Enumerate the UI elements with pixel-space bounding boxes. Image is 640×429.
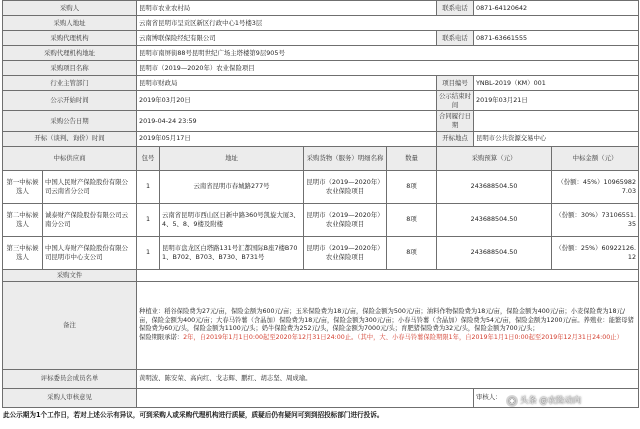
table-row — [3, 170, 639, 203]
bidder-name: 诚泰财产保险股份有限公司云南分公司 — [43, 203, 137, 236]
purchaser-value: 昆明市农业农村局 — [137, 1, 437, 16]
project-name-label: 采购项目名称 — [3, 61, 137, 76]
docs-label: 采购文件 — [3, 269, 137, 281]
bid-open-time: 2019年05月17日 — [137, 131, 437, 146]
bidder-amount: （份额：30%）73106551.35 — [552, 203, 639, 236]
publicity-end-label: 公示结束时间 — [437, 91, 474, 111]
reviewer-label: 审核人： — [474, 388, 639, 407]
bidder-rank: 第二中标候选人 — [3, 203, 43, 236]
bid-place-label: 开标地点 — [437, 131, 474, 146]
bidder-goods: 昆明市（2019—2020年）农业保险项目 — [304, 236, 387, 269]
contract-date — [474, 111, 639, 131]
bidder-rank: 第一中标候选人 — [3, 170, 43, 203]
publicity-footer-note: 此公示期为1个工作日，若对上述公示有异议，可到采购人或采购代理机构进行质疑，质疑后仍有疑问可到到招投标部门进行投诉。 — [3, 411, 384, 419]
agency-label: 采购代理机构 — [3, 31, 137, 46]
purchaser-label: 采购人 — [3, 1, 137, 16]
publicity-start: 2019年03月20日 — [137, 91, 437, 111]
bidder-package: 1 — [137, 236, 160, 269]
review-value — [137, 388, 474, 407]
agency-addr-label: 采购代理机构地址 — [3, 46, 137, 61]
col-package: 包号 — [137, 146, 160, 170]
publicity-start-label: 公示开始时间 — [3, 91, 137, 111]
purchaser-tel: 0871-64120642 — [474, 1, 639, 16]
col-supplier: 中标供应商 — [3, 146, 137, 170]
purchaser-tel-label: 联系电话 — [437, 1, 474, 16]
table-row — [3, 203, 639, 236]
remarks-label: 备注 — [3, 281, 137, 369]
remarks-text: 种植业：稻谷保险费为27元/亩，保险金额为600元/亩；玉米保险费为18元/亩，保险金额为500元/亩；油料作物保险费为18元/亩，保险金额为400元/亩；小麦保险费为18元/亩，保险金额为400元/亩；大春马铃薯（含晶加）保险费为18元/亩，保险金额为300元/亩；小春马铃薯（含晶加）保险费为54元/亩，保险金额为1200元/亩。养殖业：能繁母猪保险费为60元/头，保险金额为1100元/头；奶牛保险费为252元/头，保险金额为7000元/头；育肥猪保险费为32元/头，保险金额为700元/头； — [139, 308, 634, 333]
announce-date: 2019-04-24 23:59 — [137, 111, 437, 131]
project-no-label: 项目编号 — [437, 76, 474, 91]
agency-tel: 0871-63661555 — [474, 31, 639, 46]
bidder-package: 1 — [137, 170, 160, 203]
bidder-amount: （份额：45%）109659827.03 — [552, 170, 639, 203]
bidder-address: 云南省昆明市西山区日新中路360号凯旋大厦3、4、5、8、9楼及附楼 — [160, 203, 304, 236]
col-amount: 中标金额（元） — [552, 146, 639, 170]
bid-place: 昆明市公共资源交易中心 — [474, 131, 639, 146]
bidder-amount: （份额：25%）60922126.12 — [552, 236, 639, 269]
agency-addr-value: 昆明市南屏街88号昆明世纪广场主塔楼第9层905号 — [137, 46, 639, 61]
docs-value — [137, 269, 639, 281]
purchaser-addr-value: 云南省昆明市呈贡区新区行政中心1号楼3层 — [137, 16, 639, 31]
bidder-goods: 昆明市（2019—2020年）农业保险项目 — [304, 203, 387, 236]
remarks-cell — [137, 281, 639, 369]
bidder-budget: 243688504.50 — [437, 236, 552, 269]
bidder-name: 中国人寿财产保险股份有限公司昆明市中心支公司 — [43, 236, 137, 269]
agency-value: 云南博联保险经纪有限公司 — [137, 31, 437, 46]
bid-open-label: 开标（谈判、询价）时间 — [3, 131, 137, 146]
bidder-budget: 243688504.50 — [437, 170, 552, 203]
bidder-rank: 第三中标候选人 — [3, 236, 43, 269]
col-goods: 采购货物（服务）明细名称 — [304, 146, 387, 170]
bidder-package: 1 — [137, 203, 160, 236]
purchaser-addr-label: 采购人地址 — [3, 16, 137, 31]
bidder-goods: 昆明市（2019—2020年）农业保险项目 — [304, 170, 387, 203]
project-no: YNBL-2019（KM）001 — [474, 76, 639, 91]
col-budget: 采购预算（元） — [437, 146, 552, 170]
agency-tel-label: 联系电话 — [437, 31, 474, 46]
bidder-address: 昆明市盘龙区白塔路131号汇都国际B座7楼B701、B702、B703、B730、B731号 — [160, 236, 304, 269]
bidder-quantity: 8项 — [387, 170, 437, 203]
experts-value: 黄明波、陈安荣、高向红、戈志辉、鹏红、胡志坚、周成瑜。 — [137, 369, 639, 388]
supervisor-value: 昆明市财政局 — [137, 76, 437, 91]
contract-date-label: 合同履行日期 — [437, 111, 474, 131]
watermark-text: 头条 @农险动向 — [520, 395, 582, 405]
watermark-logo-icon: ◉ — [506, 395, 518, 407]
bidder-budget: 243688504.50 — [437, 203, 552, 236]
bidder-quantity: 8项 — [387, 236, 437, 269]
bidder-address: 云南省昆明市春城路277号 — [160, 170, 304, 203]
col-address: 地址 — [160, 146, 304, 170]
project-name-value: 昆明市（2019—2020年）农业保险项目 — [137, 61, 639, 76]
bidder-name: 中国人民财产保险股份有限公司云南省分公司 — [43, 170, 137, 203]
bidder-quantity: 8项 — [387, 203, 437, 236]
publicity-end: 2019年03月21日 — [474, 91, 639, 111]
bid-result-table — [2, 0, 639, 408]
insurance-period-intro: 保险期限承诺： — [139, 333, 184, 341]
insurance-period: 2年，自2019年1月1日0:00起至2020年12月31日24:00止。（其中，大、小春马铃薯保险期限1年，自2019年1月1日0:00起至2019年12月31日24:00止） — [183, 333, 623, 341]
announce-date-label: 采购公告日期 — [3, 111, 137, 131]
table-row — [3, 236, 639, 269]
experts-label: 评标委员会成员名单 — [3, 369, 137, 388]
col-quantity: 数量 — [387, 146, 437, 170]
review-label: 采购人审核意见 — [3, 388, 137, 407]
supervisor-label: 行业主管部门 — [3, 76, 137, 91]
watermark — [506, 394, 634, 410]
